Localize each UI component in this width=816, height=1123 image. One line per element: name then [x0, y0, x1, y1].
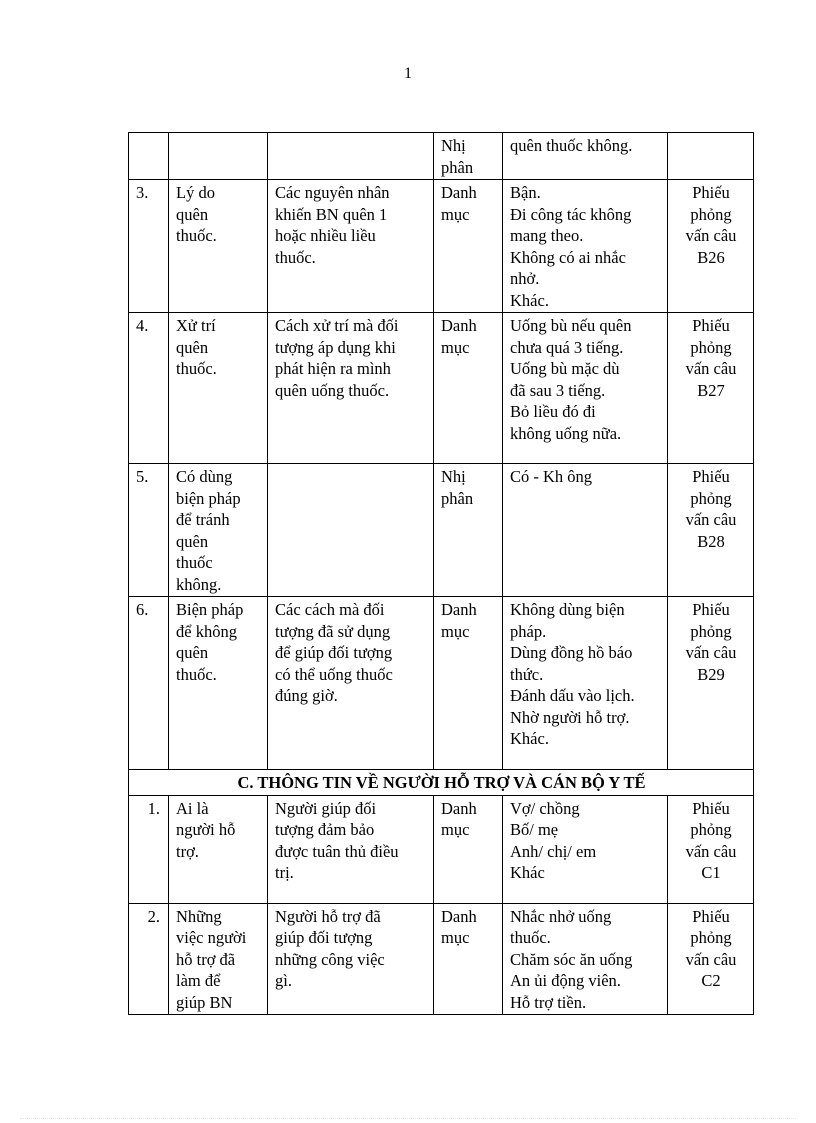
- variable-values-line: Uống bù nếu quên: [510, 316, 632, 335]
- variable-definition: [268, 795, 434, 903]
- variable-name-line: Lý do: [176, 183, 215, 202]
- variable-name: [169, 795, 268, 903]
- variable-name: [169, 133, 268, 180]
- collection-source: [668, 133, 754, 180]
- collection-source: [668, 597, 754, 770]
- variable-name: [169, 464, 268, 597]
- variable-type-line: Danh: [441, 183, 477, 202]
- variable-values-line: Nhắc nhở uống: [510, 906, 612, 926]
- variable-values-line: mang theo.: [510, 226, 584, 245]
- variable-definition-line: đúng giờ.: [275, 686, 338, 705]
- variable-name-line: thuốc.: [176, 359, 217, 378]
- variable-values-line: Vợ/ chồng: [510, 798, 580, 818]
- collection-source-line: vấn câu: [685, 841, 737, 861]
- collection-source-line: vấn câu: [685, 226, 737, 245]
- variable-values-line: Khác.: [510, 729, 549, 748]
- variable-values-line: Bố/ mẹ: [510, 820, 559, 839]
- variable-values-line: chưa quá 3 tiếng.: [510, 337, 624, 357]
- collection-source-line: B28: [697, 531, 725, 551]
- page-bottom-rule: [20, 1118, 796, 1119]
- collection-source-line: phỏng: [690, 621, 732, 641]
- variable-name: [169, 313, 268, 464]
- variable-type-line: mục: [441, 820, 470, 839]
- variable-definition-line: để giúp đối tượng: [275, 643, 393, 662]
- variable-type-line: Nhị: [441, 467, 466, 486]
- collection-source: [668, 795, 754, 903]
- variable-definition-line: gì.: [275, 971, 292, 990]
- collection-source: [668, 313, 754, 464]
- variable-name-line: Những: [176, 906, 222, 926]
- variable-type: [434, 597, 503, 770]
- variable-values-line: Dùng đồng hồ báo: [510, 643, 633, 662]
- variable-values: [503, 133, 668, 180]
- variable-name-line: giúp BN: [176, 992, 233, 1012]
- variable-values-line: Không có ai nhắc: [510, 247, 626, 267]
- page-number: 1: [404, 65, 412, 82]
- row-number: 5.: [129, 464, 169, 597]
- variable-name-line: Xử trí: [176, 316, 216, 335]
- variable-name-line: trợ.: [176, 841, 199, 861]
- section-c-header-row: [129, 770, 754, 796]
- variable-definition: [268, 180, 434, 313]
- variable-definition-line: có thể uống thuốc: [275, 664, 393, 684]
- variable-values: [503, 464, 668, 597]
- collection-source-line: Phiếu: [692, 316, 730, 335]
- collection-source-line: Phiếu: [692, 906, 730, 926]
- variable-name-line: thuốc.: [176, 664, 217, 684]
- variable-definition-line: hoặc nhiều liều: [275, 226, 376, 245]
- variable-values: [503, 597, 668, 770]
- collection-source-line: vấn câu: [685, 643, 737, 662]
- variable-name-line: quên: [176, 337, 209, 357]
- row-number: 1.: [129, 795, 169, 903]
- variable-values-line: đã sau 3 tiếng.: [510, 380, 606, 400]
- variable-definition-line: quên uống thuốc.: [275, 380, 390, 400]
- table-row: [129, 313, 754, 464]
- collection-source-line: phỏng: [690, 820, 732, 839]
- variable-type-line: phân: [441, 488, 474, 508]
- collection-source-line: Phiếu: [692, 600, 730, 619]
- table-row: [129, 180, 754, 313]
- collection-source-line: phỏng: [690, 204, 732, 224]
- variable-type: [434, 133, 503, 180]
- collection-source: [668, 180, 754, 313]
- row-number: 6.: [129, 597, 169, 770]
- variable-definition-line: được tuân thủ điều: [275, 841, 399, 861]
- variable-values-line: Đi công tác không: [510, 204, 632, 224]
- variable-definition-line: tượng đảm bảo: [275, 820, 375, 839]
- row-number: 4.: [129, 313, 169, 464]
- variable-name-line: không.: [176, 574, 222, 594]
- variable-type-line: mục: [441, 621, 470, 641]
- variable-values-line: Hỗ trợ tiền.: [510, 992, 587, 1012]
- variable-name-line: hỗ trợ đã: [176, 949, 236, 969]
- variable-values-line: Anh/ chị/ em: [510, 841, 597, 861]
- table-row: [129, 133, 754, 180]
- variable-name-line: Biện pháp: [176, 600, 244, 619]
- variable-values: [503, 903, 668, 1015]
- variable-definition-line: khiến BN quên 1: [275, 204, 388, 224]
- variable-definition-line: những công việc: [275, 949, 385, 969]
- variable-type: [434, 313, 503, 464]
- variable-values-line: Có - Kh ông: [510, 467, 593, 486]
- variable-definition-line: tượng áp dụng khi: [275, 337, 396, 357]
- variable-values-line: Bận.: [510, 183, 541, 202]
- variable-name-line: quên: [176, 643, 209, 662]
- variable-type-line: mục: [441, 337, 470, 357]
- variable-name-line: Ai là: [176, 798, 209, 818]
- collection-source: [668, 903, 754, 1015]
- variables-table: [128, 132, 754, 1015]
- variable-type-line: Danh: [441, 798, 477, 818]
- variable-definition-line: phát hiện ra mình: [275, 359, 391, 378]
- variable-values: [503, 180, 668, 313]
- variable-name-line: người hỗ: [176, 820, 236, 839]
- collection-source-line: B26: [697, 247, 725, 267]
- variable-name: [169, 180, 268, 313]
- variable-definition-line: Các nguyên nhân: [275, 183, 390, 202]
- variable-definition: [268, 597, 434, 770]
- collection-source-line: B29: [697, 664, 725, 684]
- variable-type-line: Nhị: [441, 136, 466, 155]
- variable-values-line: thức.: [510, 664, 544, 684]
- variable-values-line: Nhờ người hỗ trợ.: [510, 707, 630, 727]
- collection-source-line: Phiếu: [692, 183, 730, 202]
- table-row: [129, 597, 754, 770]
- variable-name-line: biện pháp: [176, 488, 241, 508]
- variable-values-line: Không dùng biện: [510, 600, 625, 619]
- collection-source-line: Phiếu: [692, 467, 730, 486]
- variable-values-line: không uống nữa.: [510, 423, 622, 443]
- variable-name-line: để không: [176, 621, 237, 641]
- variable-definition-line: Các cách mà đối: [275, 600, 385, 619]
- variable-type: [434, 180, 503, 313]
- variable-values-line: Đánh dấu vào lịch.: [510, 686, 635, 705]
- variable-type-line: Danh: [441, 600, 477, 619]
- collection-source-line: C1: [701, 863, 721, 882]
- variable-name-line: để tránh: [176, 510, 230, 529]
- collection-source-line: vấn câu: [685, 510, 737, 529]
- variable-name-line: thuốc: [176, 553, 213, 572]
- collection-source-line: vấn câu: [685, 359, 737, 378]
- variable-definition: [268, 464, 434, 597]
- variable-name: [169, 903, 268, 1015]
- variable-definition-line: giúp đối tượng: [275, 928, 373, 947]
- variable-type-line: mục: [441, 928, 470, 947]
- variable-definition: [268, 903, 434, 1015]
- collection-source-line: C2: [701, 971, 721, 990]
- row-number: [129, 133, 169, 180]
- variable-values-line: Khác: [510, 863, 545, 882]
- variable-definition: [268, 133, 434, 180]
- variable-values-line: nhở.: [510, 269, 540, 288]
- variable-definition-line: thuốc.: [275, 247, 316, 267]
- collection-source-line: B27: [697, 380, 725, 400]
- variable-definition-line: tượng đã sử dụng: [275, 621, 391, 641]
- collection-source: [668, 464, 754, 597]
- variable-definition: [268, 313, 434, 464]
- variable-type-line: mục: [441, 204, 470, 224]
- variable-name-line: quên: [176, 531, 209, 551]
- row-number: 2.: [129, 903, 169, 1015]
- row-number: 3.: [129, 180, 169, 313]
- variable-name-line: Có dùng: [176, 467, 233, 486]
- collection-source-line: phỏng: [690, 337, 732, 357]
- variable-type: [434, 903, 503, 1015]
- variable-values: [503, 795, 668, 903]
- variable-definition-line: Người giúp đối: [275, 798, 377, 818]
- table-row: [129, 464, 754, 597]
- variable-name-line: việc người: [176, 928, 247, 947]
- variable-definition-line: Cách xử trí mà đối: [275, 316, 399, 335]
- variable-type-line: Danh: [441, 316, 477, 335]
- variable-type: [434, 464, 503, 597]
- variable-values-line: pháp.: [510, 621, 547, 641]
- variable-name-line: làm để: [176, 971, 221, 990]
- collection-source-line: Phiếu: [692, 798, 730, 818]
- variable-values-line: Chăm sóc ăn uống: [510, 949, 633, 969]
- variable-values-line: Khác.: [510, 290, 549, 310]
- variable-values-line: Bỏ liều đó đi: [510, 402, 596, 421]
- collection-source-line: phỏng: [690, 928, 732, 947]
- collection-source-line: vấn câu: [685, 949, 737, 969]
- variable-definition-line: Người hỗ trợ đã: [275, 906, 381, 926]
- variable-values-line: quên thuốc không.: [510, 136, 633, 155]
- table-row: [129, 795, 754, 903]
- collection-source-line: phỏng: [690, 488, 732, 508]
- variable-type-line: phân: [441, 157, 474, 177]
- variable-name: [169, 597, 268, 770]
- variable-values-line: Uống bù mặc dù: [510, 359, 620, 378]
- variable-name-line: quên: [176, 204, 209, 224]
- variable-name-line: thuốc.: [176, 226, 217, 245]
- variable-definition-line: trị.: [275, 863, 294, 882]
- section-c-title: C. THÔNG TIN VỀ NGƯỜI HỖ TRỢ VÀ CÁN BỘ Y TẾ: [129, 770, 754, 796]
- variable-values-line: An ủi động viên.: [510, 971, 621, 990]
- table-row: [129, 903, 754, 1015]
- variable-values: [503, 313, 668, 464]
- variable-type: [434, 795, 503, 903]
- variable-type-line: Danh: [441, 906, 477, 926]
- variable-values-line: thuốc.: [510, 928, 551, 947]
